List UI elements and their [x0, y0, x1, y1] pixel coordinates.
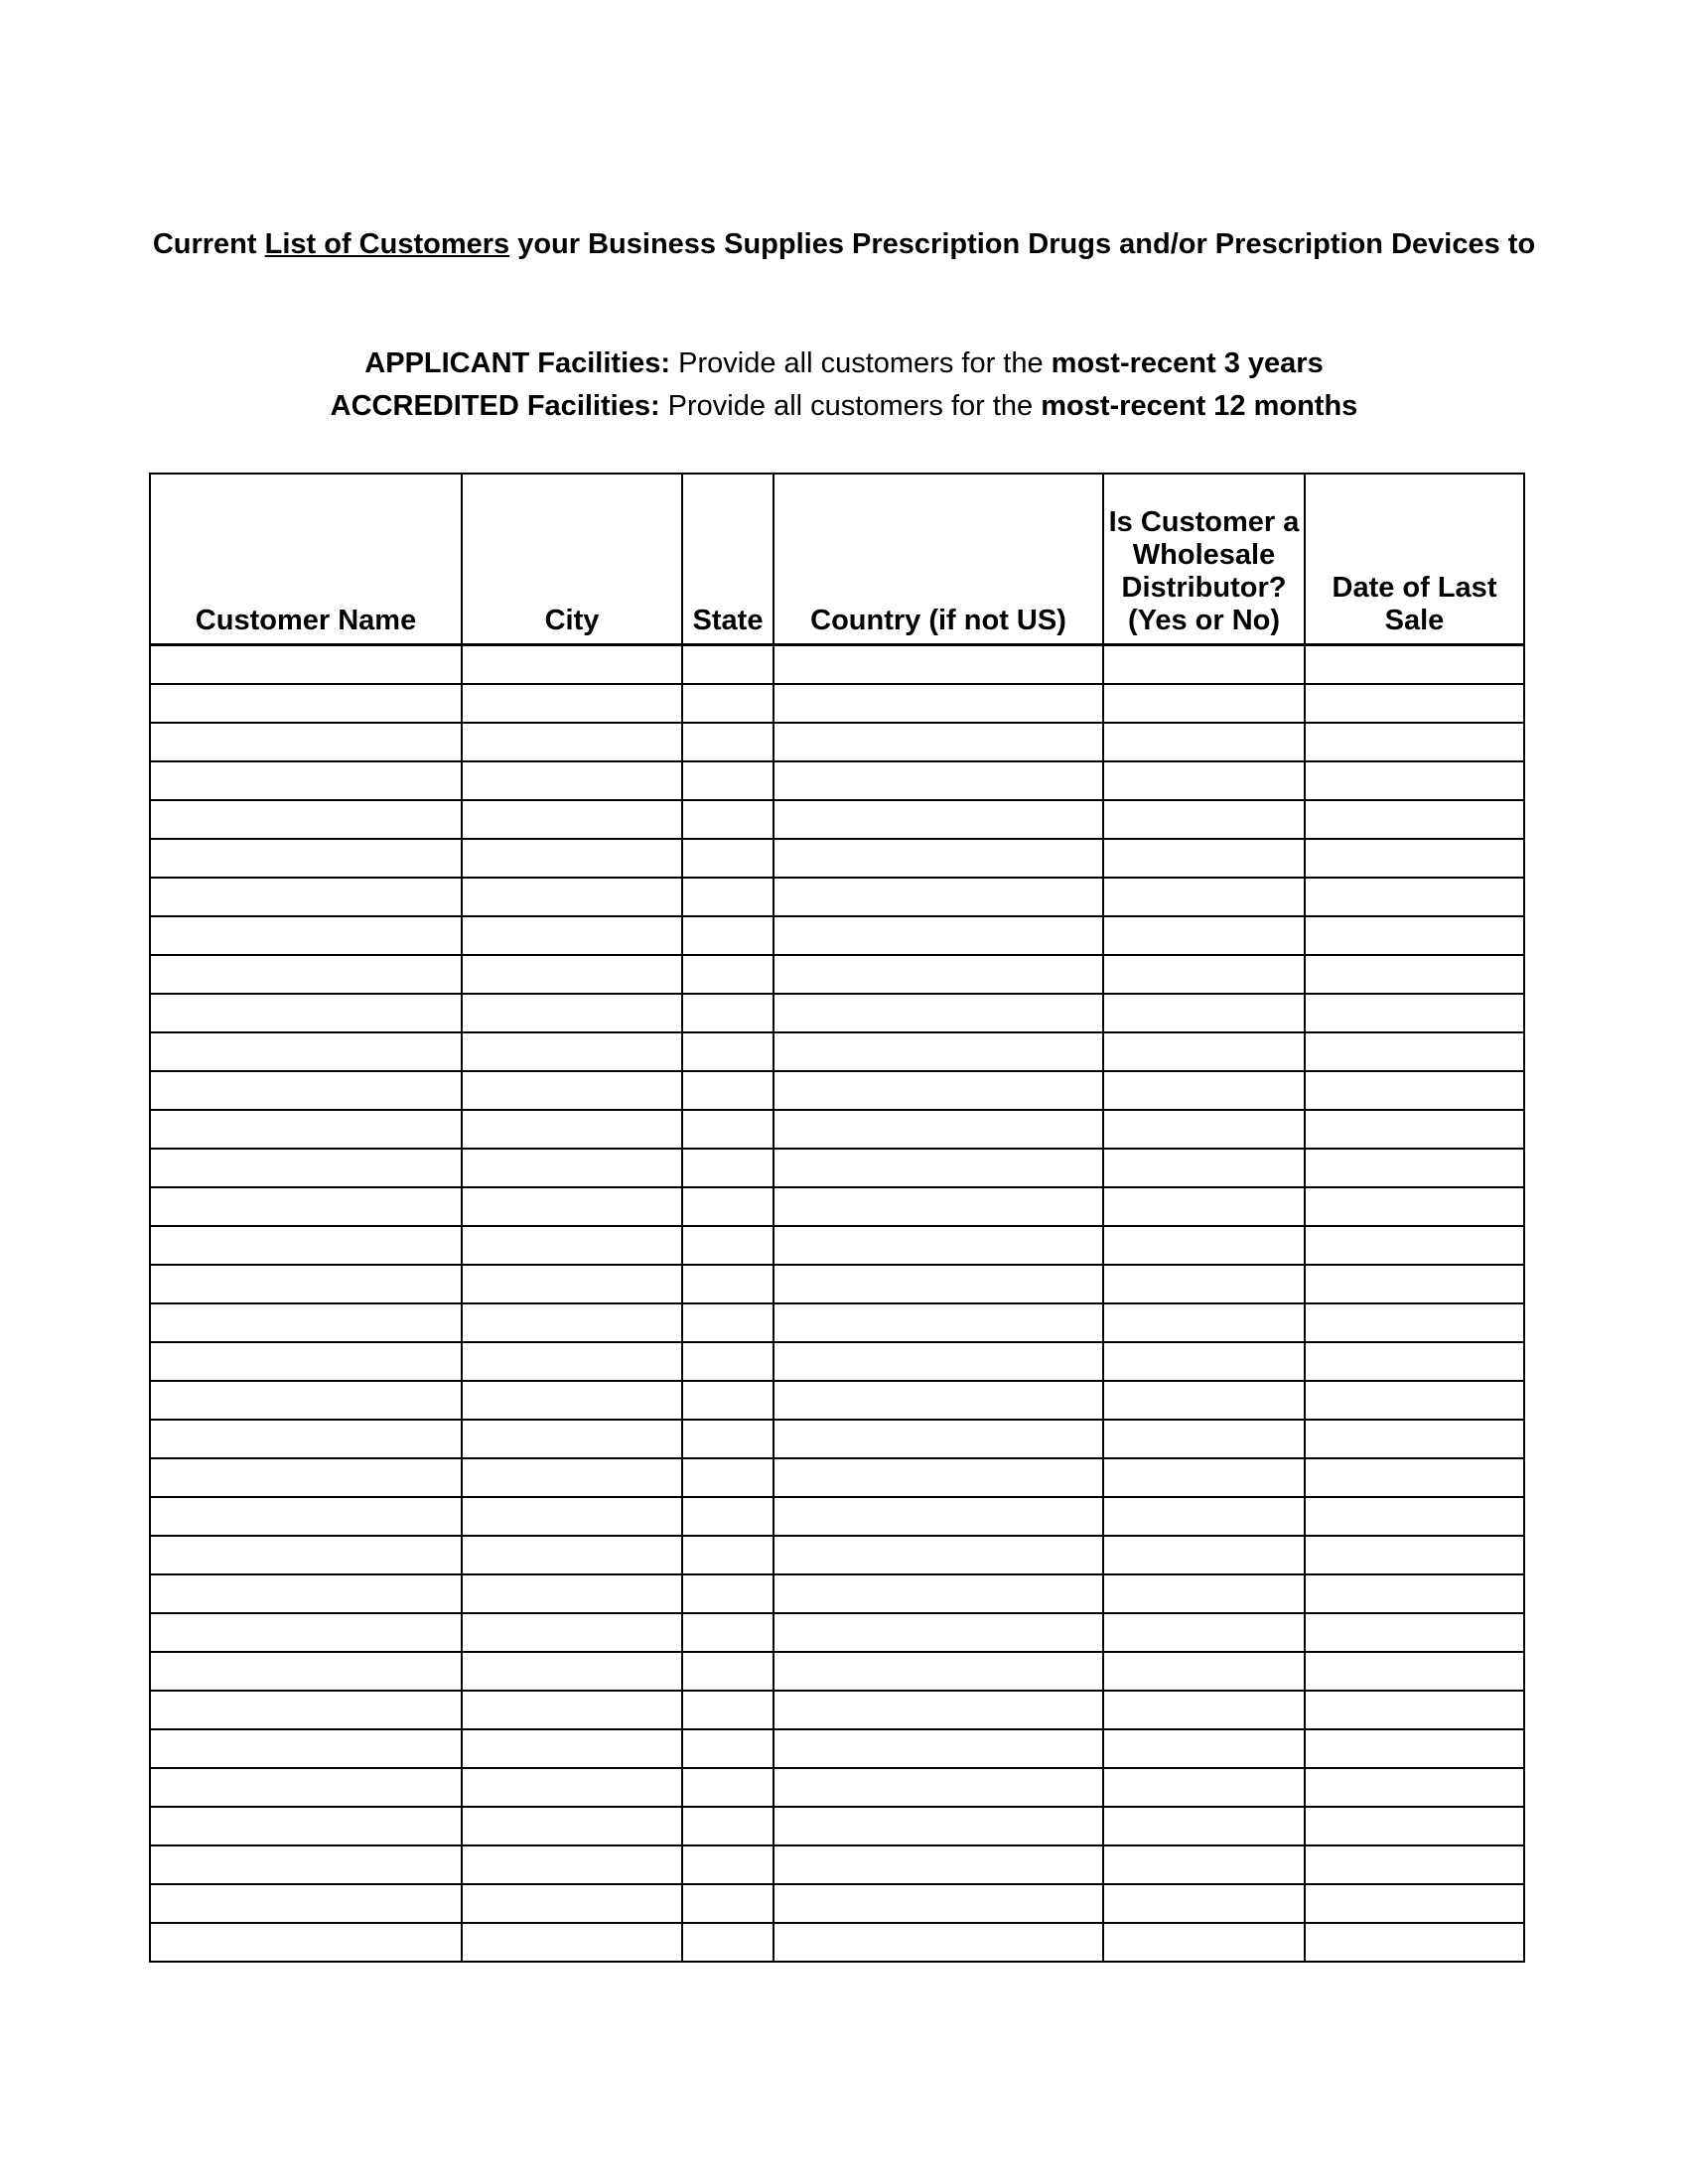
wholesale-distributor-cell[interactable] — [1103, 1923, 1305, 1962]
state-cell[interactable] — [682, 1342, 774, 1381]
city-cell[interactable] — [462, 1149, 682, 1187]
wholesale-distributor-cell[interactable] — [1103, 1536, 1305, 1574]
city-cell[interactable] — [462, 1226, 682, 1265]
wholesale-distributor-cell[interactable] — [1103, 684, 1305, 723]
table-row — [150, 839, 1524, 878]
country-cell[interactable] — [774, 1884, 1103, 1923]
customer-name-cell[interactable] — [150, 916, 462, 955]
table-row — [150, 1071, 1524, 1110]
state-cell[interactable] — [682, 1187, 774, 1226]
city-cell[interactable] — [462, 1652, 682, 1691]
city-cell[interactable] — [462, 839, 682, 878]
country-cell[interactable] — [774, 1691, 1103, 1729]
city-cell[interactable] — [462, 1071, 682, 1110]
city-cell[interactable] — [462, 994, 682, 1032]
date-of-last-sale-cell[interactable] — [1305, 1187, 1524, 1226]
table-row — [150, 1845, 1524, 1884]
date-of-last-sale-cell[interactable] — [1305, 1458, 1524, 1497]
state-cell[interactable] — [682, 1265, 774, 1303]
city-cell[interactable] — [462, 1729, 682, 1768]
customer-name-cell[interactable] — [150, 1226, 462, 1265]
city-cell[interactable] — [462, 1342, 682, 1381]
wholesale-distributor-cell[interactable] — [1103, 1110, 1305, 1149]
state-cell[interactable] — [682, 723, 774, 761]
city-cell[interactable] — [462, 761, 682, 800]
date-of-last-sale-cell[interactable] — [1305, 1497, 1524, 1536]
city-cell[interactable] — [462, 878, 682, 916]
wholesale-distributor-cell[interactable] — [1103, 1613, 1305, 1652]
city-cell[interactable] — [462, 684, 682, 723]
country-cell[interactable] — [774, 800, 1103, 839]
country-cell[interactable] — [774, 955, 1103, 994]
city-cell[interactable] — [462, 1691, 682, 1729]
header-date-of-last-sale: Date of Last Sale — [1305, 474, 1524, 645]
header-city: City — [462, 474, 682, 645]
date-of-last-sale-cell[interactable] — [1305, 1884, 1524, 1923]
wholesale-distributor-cell[interactable] — [1103, 1303, 1305, 1342]
state-cell[interactable] — [682, 1652, 774, 1691]
date-of-last-sale-cell[interactable] — [1305, 1807, 1524, 1845]
customer-name-cell[interactable] — [150, 1110, 462, 1149]
applicant-label: APPLICANT Facilities: — [364, 347, 671, 379]
date-of-last-sale-cell[interactable] — [1305, 1613, 1524, 1652]
customer-name-cell[interactable] — [150, 1187, 462, 1226]
table-row — [150, 1884, 1524, 1923]
city-cell[interactable] — [462, 1420, 682, 1458]
header-customer-name: Customer Name — [150, 474, 462, 645]
date-of-last-sale-cell[interactable] — [1305, 1149, 1524, 1187]
title-underlined-text: List of Customers — [264, 228, 510, 260]
table-row — [150, 1574, 1524, 1613]
state-cell[interactable] — [682, 761, 774, 800]
wholesale-distributor-cell[interactable] — [1103, 1807, 1305, 1845]
table-row — [150, 1768, 1524, 1807]
state-cell[interactable] — [682, 878, 774, 916]
city-cell[interactable] — [462, 723, 682, 761]
wholesale-distributor-cell[interactable] — [1103, 955, 1305, 994]
state-cell[interactable] — [682, 1458, 774, 1497]
state-cell[interactable] — [682, 994, 774, 1032]
country-cell[interactable] — [774, 1265, 1103, 1303]
city-cell[interactable] — [462, 1884, 682, 1923]
state-cell[interactable] — [682, 1768, 774, 1807]
city-cell[interactable] — [462, 1381, 682, 1420]
customer-name-cell[interactable] — [150, 1768, 462, 1807]
state-cell[interactable] — [682, 1691, 774, 1729]
customer-table — [149, 473, 1525, 1963]
customer-name-cell[interactable] — [150, 723, 462, 761]
customer-name-cell[interactable] — [150, 1536, 462, 1574]
customer-name-cell[interactable] — [150, 1807, 462, 1845]
date-of-last-sale-cell[interactable] — [1305, 1845, 1524, 1884]
country-cell[interactable] — [774, 1768, 1103, 1807]
country-cell[interactable] — [774, 761, 1103, 800]
date-of-last-sale-cell[interactable] — [1305, 684, 1524, 723]
date-of-last-sale-cell[interactable] — [1305, 1226, 1524, 1265]
wholesale-distributor-cell[interactable] — [1103, 1149, 1305, 1187]
state-cell[interactable] — [682, 1032, 774, 1071]
table-row — [150, 1381, 1524, 1420]
state-cell[interactable] — [682, 1110, 774, 1149]
date-of-last-sale-cell[interactable] — [1305, 1110, 1524, 1149]
state-cell[interactable] — [682, 800, 774, 839]
state-cell[interactable] — [682, 1729, 774, 1768]
country-cell[interactable] — [774, 723, 1103, 761]
date-of-last-sale-cell[interactable] — [1305, 1574, 1524, 1613]
state-cell[interactable] — [682, 1071, 774, 1110]
city-cell[interactable] — [462, 645, 682, 685]
wholesale-distributor-cell[interactable] — [1103, 1768, 1305, 1807]
date-of-last-sale-cell[interactable] — [1305, 955, 1524, 994]
date-of-last-sale-cell[interactable] — [1305, 800, 1524, 839]
customer-name-cell[interactable] — [150, 1574, 462, 1613]
table-row — [150, 1691, 1524, 1729]
table-row — [150, 1652, 1524, 1691]
wholesale-distributor-cell[interactable] — [1103, 916, 1305, 955]
table-row — [150, 1497, 1524, 1536]
country-cell[interactable] — [774, 1613, 1103, 1652]
city-cell[interactable] — [462, 1845, 682, 1884]
city-cell[interactable] — [462, 1458, 682, 1497]
state-cell[interactable] — [682, 1574, 774, 1613]
customer-name-cell[interactable] — [150, 1149, 462, 1187]
table-row — [150, 723, 1524, 761]
state-cell[interactable] — [682, 645, 774, 685]
state-cell[interactable] — [682, 1845, 774, 1884]
wholesale-distributor-cell[interactable] — [1103, 1574, 1305, 1613]
country-cell[interactable] — [774, 916, 1103, 955]
state-cell[interactable] — [682, 955, 774, 994]
date-of-last-sale-cell[interactable] — [1305, 916, 1524, 955]
date-of-last-sale-cell[interactable] — [1305, 645, 1524, 685]
customer-name-cell[interactable] — [150, 1691, 462, 1729]
accredited-period: most-recent 12 months — [1041, 390, 1358, 422]
date-of-last-sale-cell[interactable] — [1305, 1768, 1524, 1807]
state-cell[interactable] — [682, 1884, 774, 1923]
state-cell[interactable] — [682, 1420, 774, 1458]
applicant-instruction — [0, 342, 1688, 385]
accredited-text: Provide all customers for the — [659, 390, 1042, 422]
state-cell[interactable] — [682, 1536, 774, 1574]
country-cell[interactable] — [774, 684, 1103, 723]
city-cell[interactable] — [462, 1574, 682, 1613]
state-cell[interactable] — [682, 1923, 774, 1962]
date-of-last-sale-cell[interactable] — [1305, 1923, 1524, 1962]
state-cell[interactable] — [682, 1226, 774, 1265]
table-row — [150, 994, 1524, 1032]
table-row — [150, 1923, 1524, 1962]
table-row — [150, 878, 1524, 916]
date-of-last-sale-cell[interactable] — [1305, 723, 1524, 761]
date-of-last-sale-cell[interactable] — [1305, 1032, 1524, 1071]
table-row — [150, 1807, 1524, 1845]
wholesale-distributor-cell[interactable] — [1103, 1071, 1305, 1110]
city-cell[interactable] — [462, 1536, 682, 1574]
wholesale-distributor-cell[interactable] — [1103, 1729, 1305, 1768]
wholesale-distributor-cell[interactable] — [1103, 1691, 1305, 1729]
table-row — [150, 1536, 1524, 1574]
date-of-last-sale-cell[interactable] — [1305, 1071, 1524, 1110]
customer-name-cell[interactable] — [150, 1845, 462, 1884]
wholesale-distributor-cell[interactable] — [1103, 1265, 1305, 1303]
header-wholesale-distributor: Is Customer a Wholesale Distributor? (Yes or No) — [1103, 474, 1305, 645]
city-cell[interactable] — [462, 800, 682, 839]
date-of-last-sale-cell[interactable] — [1305, 1536, 1524, 1574]
date-of-last-sale-cell[interactable] — [1305, 839, 1524, 878]
city-cell[interactable] — [462, 1768, 682, 1807]
customer-name-cell[interactable] — [150, 1303, 462, 1342]
wholesale-distributor-cell[interactable] — [1103, 1342, 1305, 1381]
table-row — [150, 1226, 1524, 1265]
country-cell[interactable] — [774, 878, 1103, 916]
table-row — [150, 1420, 1524, 1458]
city-cell[interactable] — [462, 1032, 682, 1071]
country-cell[interactable] — [774, 1303, 1103, 1342]
state-cell[interactable] — [682, 1613, 774, 1652]
date-of-last-sale-cell[interactable] — [1305, 1342, 1524, 1381]
country-cell[interactable] — [774, 1536, 1103, 1574]
country-cell[interactable] — [774, 1923, 1103, 1962]
country-cell[interactable] — [774, 1187, 1103, 1226]
customer-name-cell[interactable] — [150, 761, 462, 800]
customer-name-cell[interactable] — [150, 1265, 462, 1303]
customer-name-cell[interactable] — [150, 1381, 462, 1420]
date-of-last-sale-cell[interactable] — [1305, 1303, 1524, 1342]
table-body — [150, 645, 1524, 1963]
customer-name-cell[interactable] — [150, 1458, 462, 1497]
customer-name-cell[interactable] — [150, 878, 462, 916]
table-row — [150, 1303, 1524, 1342]
customer-name-cell[interactable] — [150, 839, 462, 878]
wholesale-distributor-cell[interactable] — [1103, 1032, 1305, 1071]
country-cell[interactable] — [774, 1110, 1103, 1149]
title-prefix: Current — [152, 228, 265, 260]
date-of-last-sale-cell[interactable] — [1305, 1420, 1524, 1458]
wholesale-distributor-cell[interactable] — [1103, 1497, 1305, 1536]
header-state: State — [682, 474, 774, 645]
wholesale-distributor-cell[interactable] — [1103, 1458, 1305, 1497]
city-cell[interactable] — [462, 1303, 682, 1342]
state-cell[interactable] — [682, 684, 774, 723]
wholesale-distributor-cell[interactable] — [1103, 761, 1305, 800]
table-row — [150, 1149, 1524, 1187]
wholesale-distributor-cell[interactable] — [1103, 1226, 1305, 1265]
customer-name-cell[interactable] — [150, 800, 462, 839]
state-cell[interactable] — [682, 1807, 774, 1845]
wholesale-distributor-cell[interactable] — [1103, 1420, 1305, 1458]
customer-name-cell[interactable] — [150, 1497, 462, 1536]
date-of-last-sale-cell[interactable] — [1305, 761, 1524, 800]
accredited-label: ACCREDITED Facilities: — [330, 390, 660, 422]
accredited-instruction — [0, 385, 1688, 428]
country-cell[interactable] — [774, 1807, 1103, 1845]
country-cell[interactable] — [774, 1497, 1103, 1536]
country-cell[interactable] — [774, 645, 1103, 685]
date-of-last-sale-cell[interactable] — [1305, 1381, 1524, 1420]
table-row — [150, 1458, 1524, 1497]
country-cell[interactable] — [774, 1458, 1103, 1497]
table-row — [150, 684, 1524, 723]
table-row — [150, 1342, 1524, 1381]
applicant-period: most-recent 3 years — [1051, 347, 1324, 379]
city-cell[interactable] — [462, 955, 682, 994]
date-of-last-sale-cell[interactable] — [1305, 1265, 1524, 1303]
instructions — [0, 342, 1688, 428]
city-cell[interactable] — [462, 1807, 682, 1845]
table-row — [150, 645, 1524, 685]
customer-name-cell[interactable] — [150, 955, 462, 994]
city-cell[interactable] — [462, 916, 682, 955]
country-cell[interactable] — [774, 1226, 1103, 1265]
table-row — [150, 1187, 1524, 1226]
customer-name-cell[interactable] — [150, 1729, 462, 1768]
date-of-last-sale-cell[interactable] — [1305, 994, 1524, 1032]
wholesale-distributor-cell[interactable] — [1103, 1381, 1305, 1420]
city-cell[interactable] — [462, 1110, 682, 1149]
table-row — [150, 1265, 1524, 1303]
table-row — [150, 1110, 1524, 1149]
wholesale-distributor-cell[interactable] — [1103, 1884, 1305, 1923]
date-of-last-sale-cell[interactable] — [1305, 1691, 1524, 1729]
country-cell[interactable] — [774, 1845, 1103, 1884]
table-row — [150, 1613, 1524, 1652]
date-of-last-sale-cell[interactable] — [1305, 878, 1524, 916]
country-cell[interactable] — [774, 1071, 1103, 1110]
table-row — [150, 916, 1524, 955]
city-cell[interactable] — [462, 1187, 682, 1226]
state-cell[interactable] — [682, 1381, 774, 1420]
customer-name-cell[interactable] — [150, 1420, 462, 1458]
customer-name-cell[interactable] — [150, 1032, 462, 1071]
table-header-row — [150, 474, 1524, 645]
state-cell[interactable] — [682, 1149, 774, 1187]
wholesale-distributor-cell[interactable] — [1103, 994, 1305, 1032]
wholesale-distributor-cell[interactable] — [1103, 1845, 1305, 1884]
country-cell[interactable] — [774, 839, 1103, 878]
state-cell[interactable] — [682, 839, 774, 878]
table-row — [150, 800, 1524, 839]
wholesale-distributor-cell[interactable] — [1103, 1652, 1305, 1691]
customer-name-cell[interactable] — [150, 1923, 462, 1962]
wholesale-distributor-cell[interactable] — [1103, 1187, 1305, 1226]
state-cell[interactable] — [682, 1497, 774, 1536]
applicant-text: Provide all customers for the — [670, 347, 1052, 379]
wholesale-distributor-cell[interactable] — [1103, 723, 1305, 761]
city-cell[interactable] — [462, 1265, 682, 1303]
city-cell[interactable] — [462, 1613, 682, 1652]
country-cell[interactable] — [774, 1149, 1103, 1187]
customer-name-cell[interactable] — [150, 994, 462, 1032]
state-cell[interactable] — [682, 1303, 774, 1342]
customer-name-cell[interactable] — [150, 1652, 462, 1691]
city-cell[interactable] — [462, 1923, 682, 1962]
country-cell[interactable] — [774, 1381, 1103, 1420]
table-row — [150, 1729, 1524, 1768]
country-cell[interactable] — [774, 1652, 1103, 1691]
state-cell[interactable] — [682, 916, 774, 955]
country-cell[interactable] — [774, 994, 1103, 1032]
customer-name-cell[interactable] — [150, 684, 462, 723]
title-suffix: your Business Supplies Prescription Drugs and/or Prescription Devices to — [509, 228, 1536, 260]
table-row — [150, 761, 1524, 800]
customer-name-cell[interactable] — [150, 1884, 462, 1923]
table-row — [150, 955, 1524, 994]
wholesale-distributor-cell[interactable] — [1103, 800, 1305, 839]
wholesale-distributor-cell[interactable] — [1103, 878, 1305, 916]
table-row — [150, 1032, 1524, 1071]
wholesale-distributor-cell[interactable] — [1103, 645, 1305, 685]
country-cell[interactable] — [774, 1420, 1103, 1458]
header-country: Country (if not US) — [774, 474, 1103, 645]
customer-name-cell[interactable] — [150, 1342, 462, 1381]
customer-name-cell[interactable] — [150, 645, 462, 685]
form-title — [0, 224, 1688, 264]
date-of-last-sale-cell[interactable] — [1305, 1729, 1524, 1768]
customer-name-cell[interactable] — [150, 1071, 462, 1110]
customer-name-cell[interactable] — [150, 1613, 462, 1652]
city-cell[interactable] — [462, 1497, 682, 1536]
wholesale-distributor-cell[interactable] — [1103, 839, 1305, 878]
date-of-last-sale-cell[interactable] — [1305, 1652, 1524, 1691]
country-cell[interactable] — [774, 1342, 1103, 1381]
country-cell[interactable] — [774, 1032, 1103, 1071]
country-cell[interactable] — [774, 1729, 1103, 1768]
country-cell[interactable] — [774, 1574, 1103, 1613]
